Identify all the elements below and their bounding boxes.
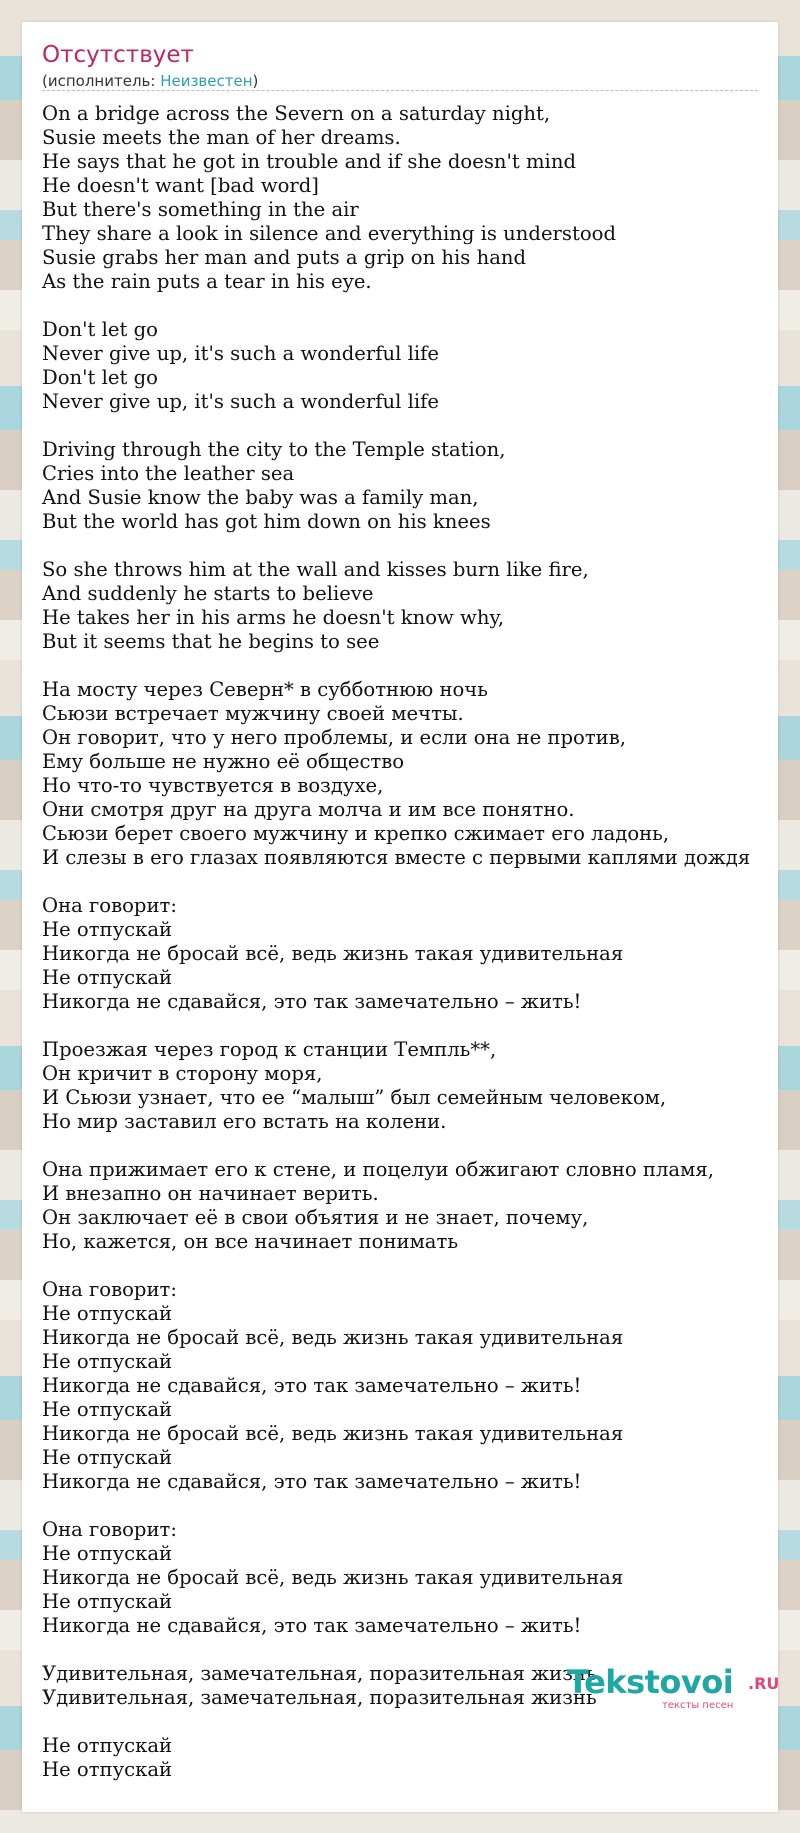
title-divider [42,90,758,91]
site-logo[interactable] [567,1662,780,1712]
logo-brand: Tekstovoi [567,1663,734,1701]
lyrics-text: On a bridge across the Severn on a saturday night, Susie meets the man of her dreams. He says that he got in trouble and if she doesn't mind He doesn't want [bad word] But there's something in the air They share a look in silence and everything is understood Susie grabs her man and puts a grip on his hand As the rain puts a tear in his eye. Don't let go Never give up, it's such a wonderful life Don't let go Never give up, it's such a wonderful life Driving through the city to the Temple station, Cries into the leather sea And Susie know the baby was a family man, But the world has got him down on his knees So she throws him at the wall and kisses burn like fire, And suddenly he starts to believe He takes her in his arms he doesn't know why, But it seems that he begins to see На мосту через Северн* в субботнюю ночь Сьюзи встречает мужчину своей мечты. Он говорит, что у него проблемы, и если она не против, Ему больше не нужно её общество Но что-то чувствуется в воздухе, Они смотря друг на друга молча и им все понятно. Сьюзи берет своего мужчину и крепко сжимает его ладонь, И слезы в его глазах появляются вместе с первыми каплями дождя Она говорит: Не отпускай Никогда не бросай всё, ведь жизнь такая удивительная Не отпускай Никогда не сдавайся, это так замечательно – жить! Проезжая через город к станции Темпль**, Он кричит в сторону моря, И Сьюзи узнает, что ее “малыш” был семейным человеком, Но мир заставил его встать на колени. Она прижимает его к стене, и поцелуи обжигают словно пламя, И внезапно он начинает верить. Он заключает её в свои объятия и не знает, почему, Но, кажется, он все начинает понимать Она говорит: Не отпускай Никогда не бросай всё, ведь жизнь такая удивительная Не отпускай Никогда не сдавайся, это так замечательно – жить! Не отпускай Никогда не бросай всё, ведь жизнь такая удивительная Не отпускай Никогда не сдавайся, это так замечательно – жить! Она говорит: Не отпускай Никогда не бросай всё, ведь жизнь такая удивительная Не отпускай Никогда не сдавайся, это так замечательно – жить! Удивительная, замечательная, поразительная жизнь Удивительная, замечательная, поразительная жизнь Не отпускай Не отпускай [42,102,751,1781]
artist-prefix: (исполнитель: [42,72,161,90]
logo-tld: .RU [748,1674,780,1693]
lyrics-card [22,22,778,1812]
logo-tagline: тексты песен [662,1700,734,1711]
artist-suffix: ) [252,72,259,90]
artist-link[interactable]: Неизвестен [160,72,253,90]
song-title: Отсутствует [42,42,194,68]
artist-line [42,72,258,90]
